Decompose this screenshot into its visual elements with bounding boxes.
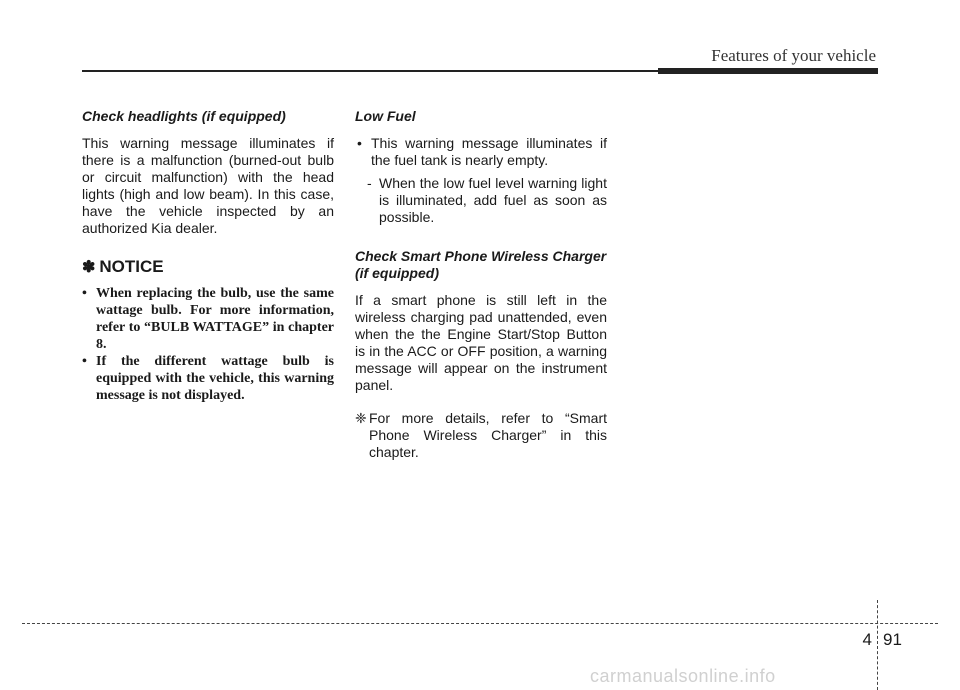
watermark: carmanualsonline.info [590, 666, 776, 686]
right-column [355, 108, 607, 461]
low-fuel-heading: Low Fuel [355, 108, 416, 124]
notice-heading [82, 257, 334, 277]
notice-item-text: If the different wattage bulb is equipped with the vehicle, this warning message is not displayed. [96, 354, 334, 403]
headlights-body: This warning message illuminates if there is a malfunction (burned-out bulb or circuit malfunction) with the head lights (high and low beam). In this case, have the vehicle inspected by an authorized Kia dealer. [82, 135, 334, 236]
notice-item [82, 285, 334, 353]
notice-item-text: When replacing the bulb, use the same wattage bulb. For more information, refer to “BULB WATTAGE” in chapter 8. [96, 286, 334, 352]
bullet-icon: • [357, 135, 362, 151]
charger-reference-text: For more details, refer to “Smart Phone Wireless Charger” in this chapter. [369, 410, 607, 460]
dash-marker: - [367, 175, 372, 191]
page-number: 91 [883, 630, 902, 649]
running-header: Features of your vehicle [711, 46, 876, 65]
headlights-heading: Check headlights (if equipped) [82, 108, 286, 124]
notice-title: NOTICE [99, 257, 164, 276]
left-column [82, 108, 334, 404]
notice-item [82, 353, 334, 404]
charger-reference [355, 410, 607, 461]
notice-star-icon: ✽ [82, 259, 96, 276]
low-fuel-bullet [355, 135, 607, 169]
footer-divider [877, 600, 878, 690]
reference-icon: ❈ [355, 410, 367, 426]
bullet-icon: • [82, 354, 87, 369]
chapter-number: 4 [862, 630, 872, 649]
charger-heading: Check Smart Phone Wireless Charger (if equipped) [355, 248, 607, 281]
low-fuel-subitem [355, 175, 607, 226]
bullet-icon: • [82, 286, 87, 301]
header-rule [82, 70, 658, 72]
low-fuel-subitem-text: When the low fuel level warning light is illuminated, add fuel as soon as possible. [379, 175, 607, 225]
charger-body: If a smart phone is still left in the wireless charging pad unattended, even when the the Engine Start/Stop Button is in the ACC or OFF position, a warning message will appear on the instrument panel. [355, 292, 607, 393]
low-fuel-bullet-text: This warning message illuminates if the fuel tank is nearly empty. [371, 135, 607, 168]
header-rule-accent [658, 68, 878, 74]
footer-rule [22, 623, 938, 624]
notice-list [82, 285, 334, 404]
